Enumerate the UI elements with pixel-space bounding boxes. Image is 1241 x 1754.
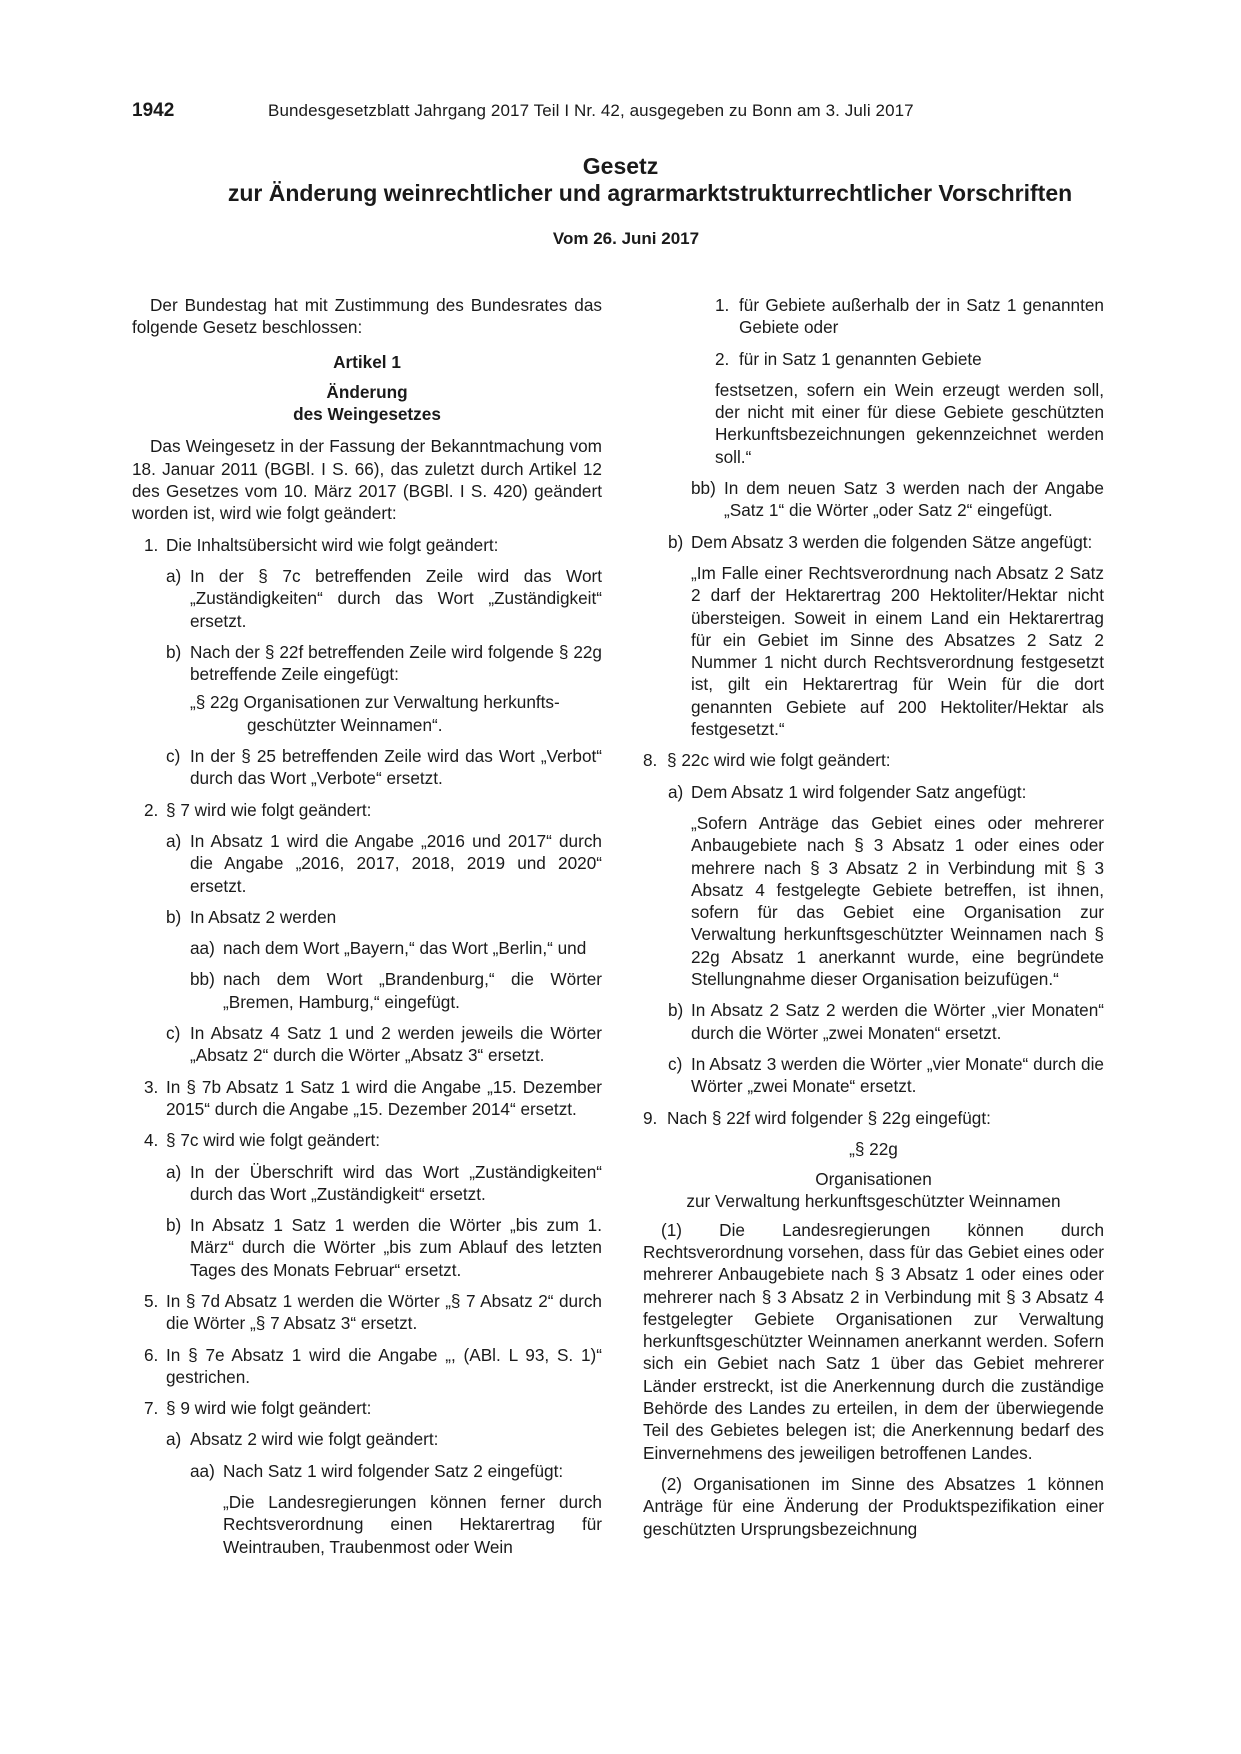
list-item	[643, 749, 1104, 771]
list-item	[643, 477, 1104, 522]
item-letter: a)	[166, 1161, 182, 1182]
item-letter: a)	[166, 565, 182, 586]
item-text: § 7 wird wie folgt geändert:	[166, 799, 372, 820]
article-intro: Das Weingesetz in der Fassung der Bekanntmachung vom 18. Januar 2011 (BGBl. I S. 66), das zuletzt durch Artikel 12 des Gesetzes vom 10. März 2017 (BGBl. I S. 420) geändert worden ist, wird wie folgt geändert:	[132, 436, 602, 524]
item-text: In § 7d Absatz 1 werden die Wörter „§ 7 Absatz 2“ durch die Wörter „§ 7 Absatz 3“ ersetzt.	[166, 1290, 602, 1334]
list-item	[132, 1290, 602, 1335]
item-number: 9.	[643, 1107, 658, 1128]
item-text: Nach Satz 1 wird folgender Satz 2 eingefügt:	[223, 1460, 564, 1481]
item-text: § 7c wird wie folgt geändert:	[166, 1130, 381, 1151]
preamble: Der Bundestag hat mit Zustimmung des Bundesrates das folgende Gesetz beschlossen:	[132, 295, 602, 338]
section-number: „§ 22g	[849, 1138, 898, 1159]
item-text: Dem Absatz 1 wird folgender Satz angefügt:	[691, 781, 1027, 802]
law-subtitle: zur Änderung weinrechtlicher und agrarmarktstrukturrechtlicher Vorschriften	[227, 180, 1073, 206]
item-text: für in Satz 1 genannten Gebiete	[739, 348, 982, 369]
item-text: In Absatz 2 werden	[190, 906, 337, 927]
item-text: In der Überschrift wird das Wort „Zuständigkeiten“ durch das Wort „Zuständigkeit“ ersetzt.	[190, 1161, 602, 1204]
list-item	[643, 781, 1104, 803]
list-item	[132, 1397, 602, 1419]
item-text: In § 7b Absatz 1 Satz 1 wird die Angabe „15. Dezember 2015“ durch die Angabe „15. Dezember 2014“ ersetzt.	[166, 1076, 602, 1119]
item-letter: aa)	[190, 938, 215, 959]
item-letter: bb)	[190, 969, 215, 990]
item-number: 7.	[144, 1398, 159, 1419]
item-letter: bb)	[691, 478, 716, 499]
item-text: In Absatz 4 Satz 1 und 2 werden jeweils die Wörter „Absatz 2“ durch die Wörter „Absatz 3“ ersetzt.	[190, 1023, 602, 1066]
item-letter: b)	[166, 906, 182, 927]
list-item	[132, 1344, 602, 1389]
quoted-entry	[132, 691, 602, 736]
section-title-line-2: zur Verwaltung herkunftsgeschützter Weinnamen	[686, 1191, 1061, 1212]
item-number: 2.	[715, 348, 730, 369]
item-letter: c)	[166, 1023, 181, 1044]
list-item	[643, 348, 1104, 370]
law-date: Vom 26. Juni 2017	[552, 229, 700, 248]
item-text: In Absatz 1 wird die Angabe „2016 und 2017“ durch die Angabe „2016, 2017, 2018, 2019 und 2020“ ersetzt.	[190, 830, 602, 896]
list-item	[132, 1129, 602, 1151]
item-text: § 22c wird wie folgt geändert:	[667, 750, 891, 771]
list-item	[132, 1161, 602, 1206]
quoted-entry-line-1: „§ 22g Organisationen zur Verwaltung herkunfts-	[190, 692, 560, 713]
list-item	[643, 1053, 1104, 1098]
item-letter: b)	[668, 1000, 684, 1021]
item-number: 4.	[144, 1130, 159, 1151]
item-number: 1.	[715, 295, 730, 315]
item-text: Nach der § 22f betreffenden Zeile wird folgende § 22g betreffende Zeile eingefügt:	[190, 641, 602, 685]
item-letter: a)	[166, 1429, 182, 1450]
item-number: 1.	[144, 534, 159, 555]
list-item	[132, 830, 602, 897]
list-item	[132, 1022, 602, 1067]
continuation-text: festsetzen, sofern ein Wein erzeugt werden soll, der nicht mit einer für diese Gebiete geschützten Herkunftsbezeichnungen gekennzeichnet werden soll.“	[715, 379, 1104, 467]
item-number: 2.	[144, 799, 159, 820]
item-letter: b)	[166, 1215, 182, 1236]
quoted-sentence: „Sofern Anträge das Gebiet eines oder mehrerer Anbaugebiete nach § 3 Absatz 1 oder eines oder mehrere nach § 3 Absatz 2 in Verbindung mit § 3 Absatz 4 festgelegte Gebiete betreffen, ist ihnen, sofern für das Gebiet eine Organisation zur Verwaltung herkunftsgeschützter Weinnamen nach § 22g Absatz 1 anerkannt wurde, eine begründete Stellungnahme dieser Organisation beizufügen.“	[691, 812, 1104, 990]
list-item	[132, 1428, 602, 1450]
item-text: In Absatz 1 Satz 1 werden die Wörter „bis zum 1. März“ durch die Wörter „bis zum Ablauf des letzten Tages des Monats Februar“ ersetzt.	[190, 1215, 602, 1280]
law-title: Gesetz	[582, 153, 659, 179]
list-item	[132, 565, 602, 632]
item-letter: a)	[668, 781, 684, 802]
article-label: Artikel 1	[333, 351, 401, 372]
list-item	[132, 906, 602, 928]
section-title-line-1: Organisationen	[815, 1169, 932, 1190]
item-text: Die Inhaltsübersicht wird wie folgt geändert:	[166, 534, 499, 555]
list-item	[643, 294, 1104, 339]
article-title-line-2: des Weingesetzes	[293, 404, 441, 425]
quoted-entry-line-2: geschützter Weinnamen“.	[247, 714, 443, 735]
item-letter: c)	[668, 1053, 683, 1074]
item-text: In der § 7c betreffenden Zeile wird das Wort „Zuständigkeiten“ durch das Wort „Zuständigkeit“ ersetzt.	[190, 565, 602, 631]
item-text: Nach § 22f wird folgender § 22g eingefügt:	[667, 1107, 991, 1128]
article-title-line-1: Änderung	[326, 381, 408, 402]
item-text: Dem Absatz 3 werden die folgenden Sätze angefügt:	[691, 531, 1093, 552]
item-letter: b)	[166, 641, 182, 662]
item-letter: aa)	[190, 1460, 215, 1481]
list-item	[132, 799, 602, 821]
item-text: für Gebiete außerhalb der in Satz 1 genannten Gebiete oder	[739, 295, 1104, 338]
right-column	[643, 294, 1104, 1549]
item-text: nach dem Wort „Bayern,“ das Wort „Berlin,“ und	[223, 938, 587, 959]
list-item	[132, 968, 602, 1013]
list-item	[132, 1460, 602, 1482]
item-text: § 9 wird wie folgt geändert:	[166, 1398, 372, 1419]
item-text: In der § 25 betreffenden Zeile wird das Wort „Verbot“ durch das Wort „Verbote“ ersetzt.	[190, 746, 602, 789]
paragraph-1: (1) Die Landesregierungen können durch Rechtsverordnung vorsehen, dass für das Gebiet eines oder mehrerer Anbaugebiete nach § 3 Absatz 1 oder eines oder mehrerer nach § 3 Absatz 2 in Verbindung mit § 3 Absatz 4 festgelegter Gebiete Organisationen zur Verwaltung herkunftsgeschützter Weinnamen anerkannt werden. Sofern sich ein Gebiet nach Satz 1 über das Gebiet mehrerer Länder erstreckt, ist die Anerkennung durch die zuständige Behörde des Landes zu erteilen, in dem der überwiegende Teil des Gebietes belegen ist; die Anerkennung bedarf des Einvernehmens des jeweiligen betroffenen Landes.	[643, 1219, 1104, 1463]
running-header: Bundesgesetzblatt Jahrgang 2017 Teil I Nr. 42, ausgegeben zu Bonn am 3. Juli 2017	[268, 101, 914, 120]
item-text: Absatz 2 wird wie folgt geändert:	[190, 1429, 439, 1450]
list-item	[132, 937, 602, 959]
item-number: 3.	[144, 1076, 159, 1097]
item-letter: c)	[166, 746, 181, 767]
list-item	[643, 1107, 1104, 1129]
list-item	[132, 534, 602, 556]
quoted-sentence: „Im Falle einer Rechtsverordnung nach Absatz 2 Satz 2 darf der Hektarertrag 200 Hektoliter/Hektar nicht übersteigen. Soweit in einem Land ein Hektarertrag für ein Gebiet im Sinne des Absatzes 2 Satz 2 Nummer 1 nicht durch Rechtsverordnung festgesetzt ist, gilt ein Hektarertrag für Wein für die dort genannten Gebiete auf 200 Hektoliter/Hektar als festgesetzt.“	[691, 562, 1104, 740]
list-item	[132, 745, 602, 790]
item-letter: b)	[668, 531, 684, 552]
item-number: 6.	[144, 1344, 159, 1365]
list-item	[643, 531, 1104, 553]
item-text: In Absatz 2 Satz 2 werden die Wörter „vier Monaten“ durch die Wörter „zwei Monaten“ ersetzt.	[691, 1000, 1104, 1043]
quoted-sentence: „Die Landesregierungen können ferner durch Rechtsverordnung einen Hektarertrag für Weintrauben, Traubenmost oder Wein	[223, 1492, 602, 1557]
paragraph-2: (2) Organisationen im Sinne des Absatzes 1 können Anträge für eine Änderung der Produktspezifikation einer geschützten Ursprungsbezeichnung	[643, 1473, 1104, 1539]
item-number: 8.	[643, 750, 658, 771]
list-item	[132, 1076, 602, 1121]
item-text: nach dem Wort „Brandenburg,“ die Wörter „Bremen, Hamburg,“ eingefügt.	[223, 969, 602, 1012]
item-letter: a)	[166, 830, 182, 851]
item-text: In § 7e Absatz 1 wird die Angabe „, (ABl. L 93, S. 1)“ gestrichen.	[166, 1344, 602, 1387]
left-column	[132, 294, 602, 1567]
list-item	[132, 641, 602, 686]
item-number: 5.	[144, 1290, 159, 1311]
item-text: In Absatz 3 werden die Wörter „vier Monate“ durch die Wörter „zwei Monate“ ersetzt.	[691, 1053, 1104, 1097]
article-heading	[132, 351, 602, 426]
list-item	[643, 999, 1104, 1044]
page-number: 1942	[132, 100, 175, 121]
list-item	[132, 1214, 602, 1281]
item-text: In dem neuen Satz 3 werden nach der Angabe „Satz 1“ die Wörter „oder Satz 2“ eingefügt.	[724, 478, 1104, 521]
